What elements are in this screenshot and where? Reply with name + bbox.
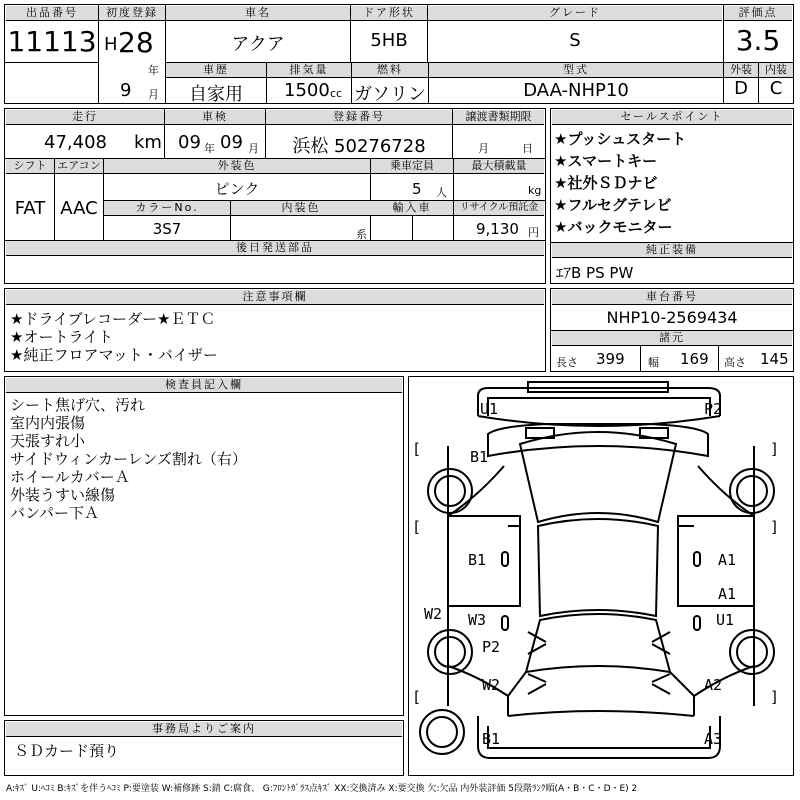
exterior-grade: D	[734, 78, 748, 99]
int-color-unit: 系	[356, 228, 367, 241]
interior-grade: C	[769, 78, 783, 99]
inspector-item: 天張すれ小	[10, 432, 86, 450]
recycle-unit: 円	[528, 226, 539, 239]
door-label: ドア形状	[351, 6, 427, 21]
displacement-unit: cc	[330, 87, 343, 100]
color-no-label: カラーNo.	[104, 201, 230, 216]
grade: S	[569, 30, 581, 51]
damage-mark: U1	[716, 611, 735, 629]
note-item: ★純正フロアマット・バイザー	[10, 346, 218, 364]
lot-no-label: 出品番号	[6, 6, 98, 21]
fuel: ガソリン	[354, 84, 426, 105]
office-label: 事務局よりご案内	[6, 722, 402, 737]
damage-mark: B1	[468, 551, 487, 569]
bracket: [	[412, 440, 422, 458]
length-label: 長さ	[556, 356, 578, 369]
exterior-label: 外装	[724, 63, 758, 78]
sales-point: ★バックモニター	[554, 218, 673, 236]
history-label: 車歴	[166, 63, 266, 78]
shift-label: シフト	[6, 159, 54, 174]
grade-label: グレード	[428, 6, 722, 21]
height: 145	[760, 350, 789, 368]
bracket: [	[412, 518, 422, 536]
notes-list	[10, 310, 218, 364]
bracket: ]	[770, 688, 780, 706]
month-unit: 月	[148, 88, 159, 101]
inspector-item: シート焦げ穴、汚れ	[10, 396, 146, 414]
score-label: 評価点	[724, 6, 792, 21]
int-color-label: 内装色	[231, 201, 371, 216]
office-note: ＳＤカード預り	[14, 742, 120, 760]
transfer-label: 譲渡書類期限	[453, 110, 544, 125]
damage-mark: W3	[468, 611, 487, 629]
sales-point: ★スマートキー	[554, 152, 658, 170]
dims-label: 諸元	[552, 331, 792, 346]
ext-color-label: 外装色	[104, 159, 370, 174]
displacement: 1500	[284, 80, 330, 101]
sales-points-list	[554, 128, 686, 238]
car-name: アクア	[231, 34, 285, 55]
inspector-item: ホイールカバーＡ	[10, 468, 130, 486]
damage-mark: W2	[482, 676, 501, 694]
sales-points-label: セールスポイント	[552, 110, 792, 125]
later-parts-label: 後日発送部品	[6, 241, 544, 256]
inspector-item: バンパー下Ａ	[10, 504, 99, 522]
bracket: ]	[770, 440, 780, 458]
inspector-item: サイドウィンカーレンズ割れ（右）	[10, 450, 247, 468]
inspection-label: 車検	[165, 110, 265, 125]
era: H	[104, 34, 118, 55]
damage-mark: W2	[424, 605, 443, 623]
note-item: ★オートライト	[10, 328, 113, 346]
inspector-label: 検査員記入欄	[6, 378, 402, 393]
chassis-label: 車台番号	[552, 290, 792, 305]
capacity: 5	[412, 180, 422, 198]
capacity-label: 乗車定員	[371, 159, 453, 174]
name-label: 車名	[166, 6, 350, 21]
import-label: 輸入車	[371, 201, 453, 216]
plate: 浜松 50276728	[292, 136, 426, 157]
interior-label: 内装	[759, 63, 793, 78]
chassis-no: NHP10-2569434	[606, 308, 738, 327]
sales-point: ★社外ＳＤナビ	[554, 174, 658, 192]
ac-label: エアコン	[55, 159, 103, 174]
transfer-day-unit: 日	[522, 142, 533, 155]
inspector-item: 外装うすい線傷	[10, 486, 116, 504]
damage-mark: B1	[482, 730, 501, 748]
inspector-item: 室内内張傷	[10, 414, 86, 432]
damage-mark: B1	[470, 448, 489, 466]
first-reg-month: 9	[120, 80, 132, 101]
recycle: 9,130	[476, 220, 519, 238]
insp-year: 09	[178, 132, 201, 153]
bracket: ]	[770, 518, 780, 536]
mileage-label: 走行	[6, 110, 164, 125]
damage-mark: A2	[704, 676, 723, 694]
damage-mark: A3	[704, 730, 723, 748]
mileage-unit: km	[134, 132, 162, 153]
shift: FAT	[14, 198, 46, 219]
insp-month: 09	[220, 132, 243, 153]
legend: A:ｷｽﾞ U:ﾍｺﾐ B:ｷｽﾞを伴うﾍｺﾐ P:要塗装 W:補修跡 S:錆 C:腐食、 G:ﾌﾛﾝﾄｶﾞﾗｽ点ｷｽﾞ XX:交換済み X:要交換 欠:欠品 内外装評価 5段階ﾗﾝｸ順(A・B・C・D・E) 2	[6, 784, 638, 794]
equipment: ｴｱB PS PW	[556, 264, 634, 282]
damage-mark: A1	[718, 551, 737, 569]
score: 3.5	[735, 24, 781, 57]
sales-point: ★プッシュスタート	[554, 130, 687, 148]
note-item: ★ドライブレコーダー★ＥＴＣ	[10, 310, 216, 328]
load-unit: kg	[528, 184, 542, 197]
insp-year-unit: 年	[204, 142, 215, 155]
insp-month-unit: 月	[248, 142, 259, 155]
sales-point: ★フルセグテレビ	[554, 196, 672, 214]
model: DAA-NHP10	[523, 80, 629, 101]
color-no: 3S7	[152, 220, 182, 238]
recycle-label: リサイクル預託金	[454, 201, 544, 216]
first-reg-year: 28	[118, 26, 154, 59]
lot-no: 11113	[7, 25, 97, 58]
width-label: 幅	[648, 356, 659, 369]
equipment-label: 純正装備	[552, 243, 792, 258]
ac: AAC	[60, 198, 98, 219]
year-unit: 年	[148, 64, 159, 77]
bracket: [	[412, 688, 422, 706]
displacement-label: 排気量	[267, 63, 351, 78]
damage-mark: U1	[480, 400, 499, 418]
ext-color: ピンク	[214, 180, 260, 198]
capacity-unit: 人	[436, 186, 447, 199]
height-label: 高さ	[724, 356, 746, 369]
damage-mark: A1	[718, 585, 737, 603]
fuel-label: 燃料	[352, 63, 428, 78]
door-type: 5HB	[370, 30, 408, 51]
plate-label: 登録番号	[266, 110, 452, 125]
width: 169	[680, 350, 709, 368]
model-label: 型式	[429, 63, 723, 78]
mileage: 47,408	[44, 132, 107, 153]
notes-label: 注意事項欄	[6, 290, 544, 305]
damage-mark: P2	[482, 638, 501, 656]
transfer-month-unit: 月	[478, 142, 489, 155]
length: 399	[596, 350, 625, 368]
car-outline	[408, 376, 794, 776]
history: 自家用	[189, 84, 243, 105]
damage-mark: P2	[704, 400, 723, 418]
load-label: 最大積載量	[454, 159, 544, 174]
first-reg-label: 初度登録	[99, 6, 165, 21]
inspector-list	[10, 396, 247, 522]
